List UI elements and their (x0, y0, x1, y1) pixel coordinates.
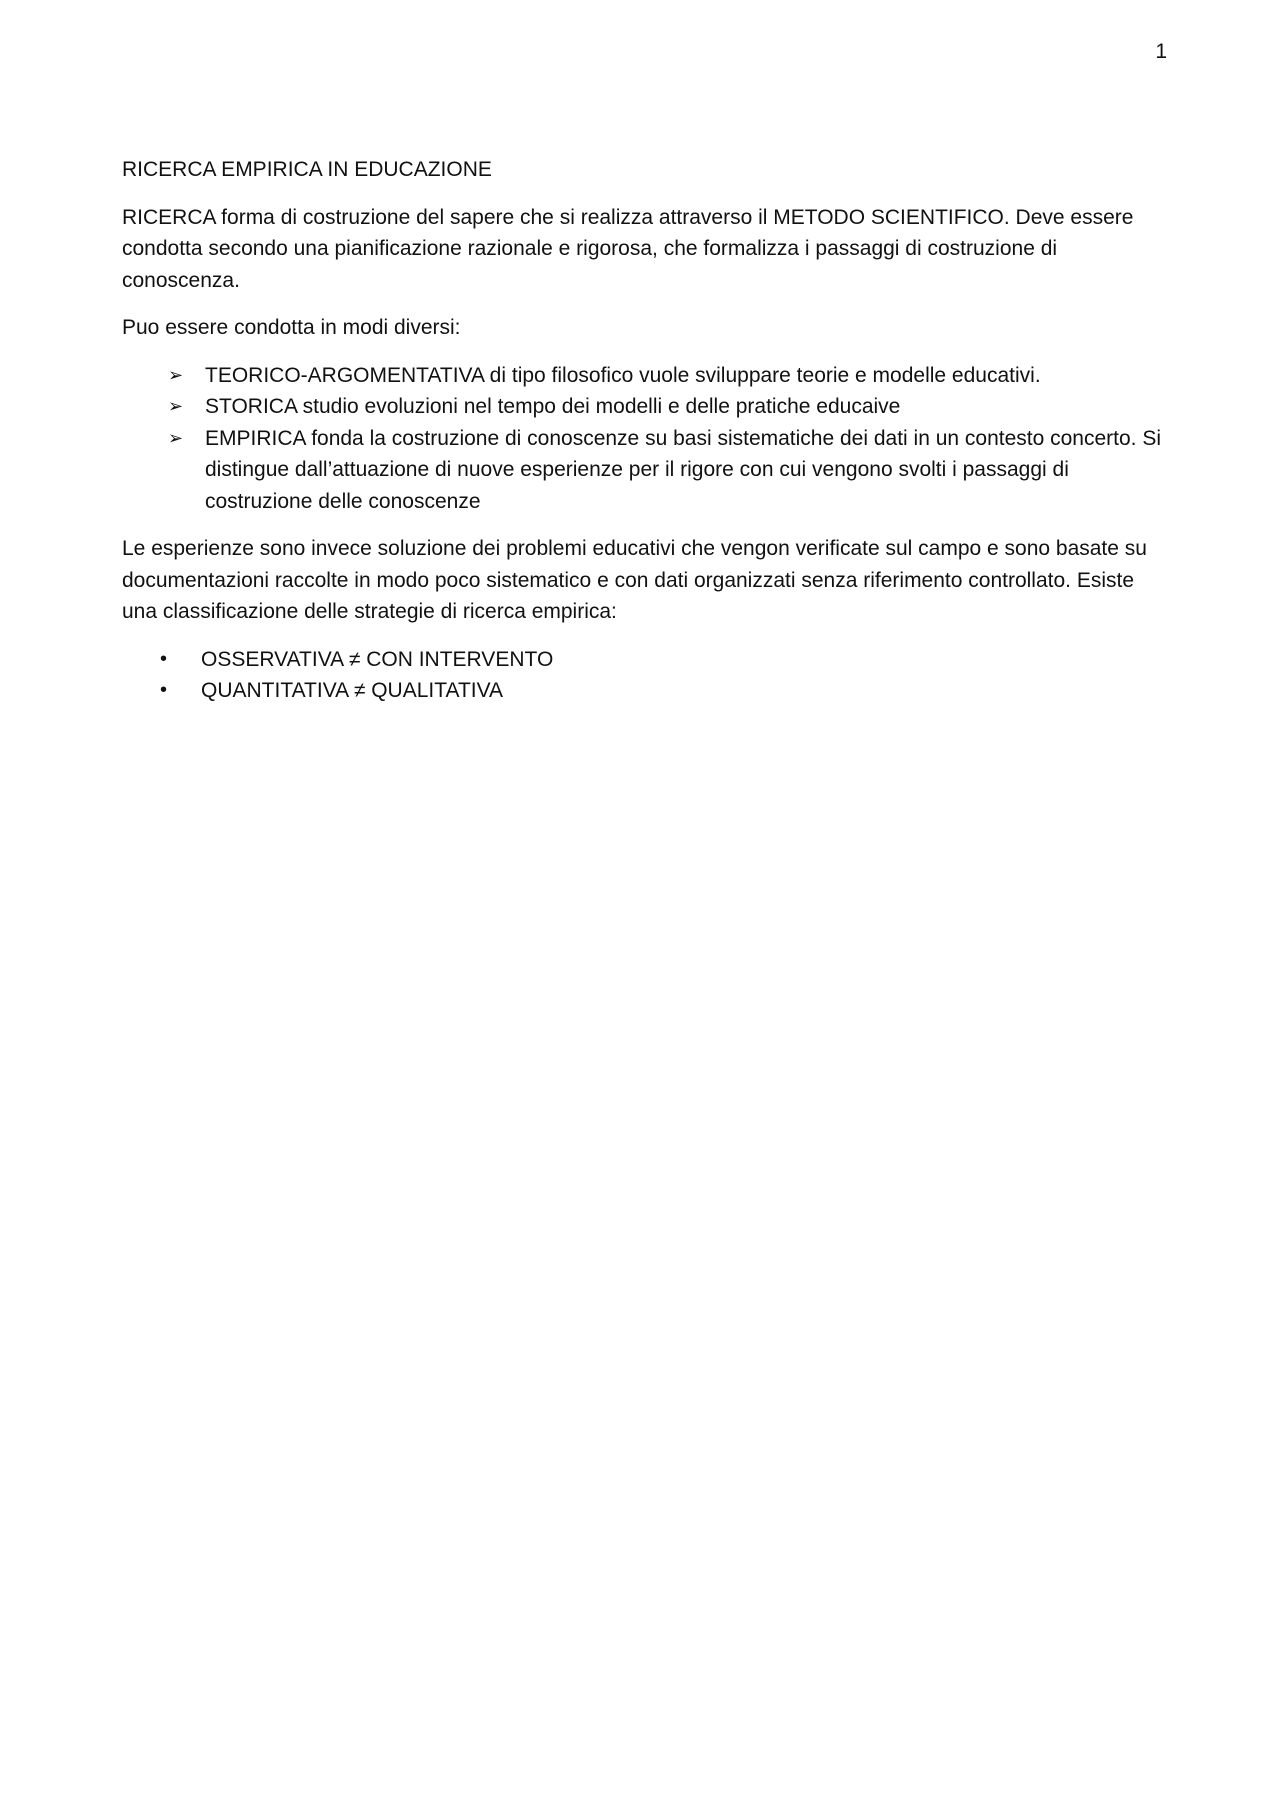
list-item (122, 644, 1172, 676)
page-number: 1 (1155, 40, 1167, 63)
list-item-text: STORICA studio evoluzioni nel tempo dei modelli e delle pratiche educaive (205, 395, 901, 418)
list-item (122, 391, 1172, 423)
arrow-bullet-icon: ➢ (168, 396, 184, 416)
list-item-text: QUANTITATIVA ≠ QUALITATIVA (201, 679, 504, 702)
list-item-text: EMPIRICA fonda la costruzione di conoscenze su basi sistematiche dei dati in un contesto concerto. Si distingue dall’attuazione di nuove esperienze per il rigore con cui vengono svolti i passaggi di costruzione delle conoscenze (205, 426, 1162, 513)
document-body (122, 154, 1172, 723)
list-item-text: TEORICO-ARGOMENTATIVA di tipo filosofico vuole sviluppare teorie e modelle educativi. (205, 363, 1041, 387)
modes-intro-paragraph: Puo essere condotta in modi diversi: (122, 316, 461, 339)
dot-bullet-icon: • (160, 679, 168, 701)
list-item (122, 360, 1172, 392)
experiences-paragraph: Le esperienze sono invece soluzione dei problemi educativi che vengon verificate sul campo e sono basate su documentazioni raccolte in modo poco sistematico e con dati organizzati senza riferimento controllato. Esiste una classificazione delle strategie di ricerca empirica: (122, 537, 1147, 623)
list-item (122, 675, 1172, 707)
list-item-text: OSSERVATIVA ≠ CON INTERVENTO (201, 647, 554, 671)
strategies-list (122, 644, 1172, 707)
research-types-list (122, 360, 1172, 518)
arrow-bullet-icon: ➢ (168, 364, 184, 385)
arrow-bullet-icon: ➢ (168, 427, 184, 448)
document-title: RICERCA EMPIRICA IN EDUCAZIONE (122, 158, 492, 181)
intro-paragraph: RICERCA forma di costruzione del sapere che si realizza attraverso il METODO SCIENTIFICO. Deve essere condotta secondo una pianificazione razionale e rigorosa, che formalizza i passaggi di costruzione di conoscenza. (122, 205, 1134, 292)
list-item (122, 423, 1172, 518)
dot-bullet-icon: • (160, 647, 168, 670)
